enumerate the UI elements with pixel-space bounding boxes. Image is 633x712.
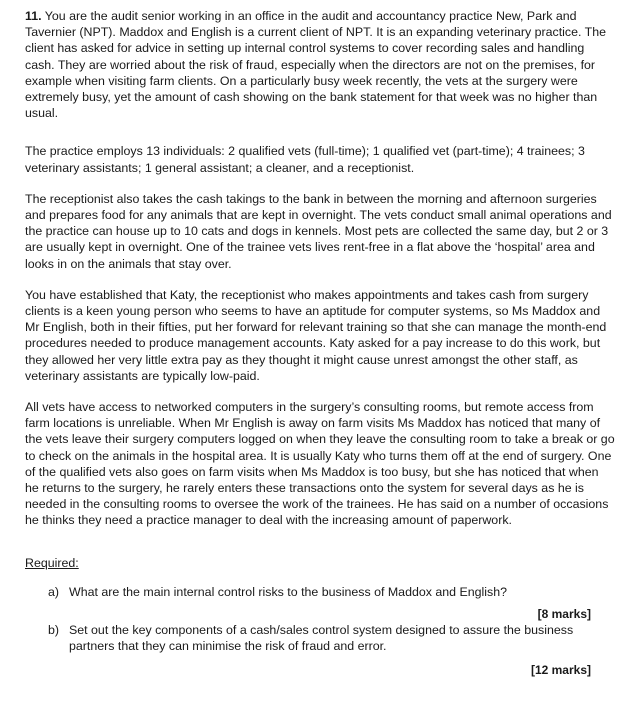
question-page [25, 8, 615, 678]
receptionist-paragraph: The receptionist also takes the cash takings to the bank in between the morning and afternoon surgeries and prepares food for any animals that are kept in overnight. The vets conduct small animal operations and the practice can house up to 10 cats and dogs in kennels. Most pets are collected the same day, but 2 or 3 are usually kept in overnight. One of the trainee vets lives rent-free in a flat above the ‘hospital’ area and looks in on the animals that stay over. [25, 191, 612, 271]
requirement-a-marks: [8 marks] [537, 606, 591, 621]
staff-paragraph: The practice employs 13 individuals: 2 qualified vets (full-time); 1 qualified vet (part-time); 4 trainees; 3 veterinary assistants; 1 general assistant; a cleaner, and a receptionist. [25, 144, 585, 175]
required-heading: Required: [25, 555, 79, 570]
intro-text: You are the audit senior working in an office in the audit and accountancy practice New, Park and Tavernier (NPT). Maddox and English is a current client of NPT. It is an expanding veterinary practice. The client has asked for advice in setting up internal control systems to cover recording sales and handling cash. They are worried about the risk of fraud, especially when the directors are not on the premises, for example when visiting farm clients. On a particularly busy week recently, the vets at the surgery were extremely busy, yet the amount of cash showing on the bank statement for that week was no higher than usual. [25, 9, 607, 121]
requirement-a-label: a) [48, 584, 60, 599]
katy-paragraph: You have established that Katy, the receptionist who makes appointments and takes cash from surgery clients is a keen young person who seems to have an aptitude for computer systems, so Ms Maddox and Mr English, both in their fifties, put her forward for relevant training so that she can manage the month-end procedures needed to produce management accounts. Katy asked for a pay increase to do this work, but they allowed her very little extra pay as they thought it might cause unrest amongst the other staff, as veterinary assistants are typically low-paid. [25, 287, 607, 383]
requirement-b-text: Set out the key components of a cash/sales control system designed to assure the business partners that they can minimise the risk of fraud and error. [69, 622, 574, 654]
question-number: 11. [25, 9, 42, 23]
requirement-b-marks: [12 marks] [530, 663, 591, 678]
requirement-b [25, 622, 615, 654]
requirement-a [25, 584, 615, 600]
requirement-b-label: b) [48, 622, 60, 637]
requirement-a-text: What are the main internal control risks to the business of Maddox and English? [69, 584, 508, 599]
intro-paragraph [25, 8, 615, 121]
computer-access-paragraph: All vets have access to networked computers in the surgery’s consulting rooms, but remote access from farm locations is unreliable. When Mr English is away on farm visits Ms Maddox has noticed that many of the vets leave their surgery computers logged on when they leave the consulting room to take a break or go to check on the animals in the hospital area. It is usually Katy who turns them off at the end of surgery. One of the qualified vets also goes on farm visits when Ms Maddox is too busy, but she has noticed that when he returns to the surgery, he rarely enters these transactions onto the system for several days as he is needed in the consulting rooms to oversee the work of the trainees. He has said on a number of occasions he thinks they need a practice manager to deal with the increasing amount of paperwork. [25, 400, 615, 528]
